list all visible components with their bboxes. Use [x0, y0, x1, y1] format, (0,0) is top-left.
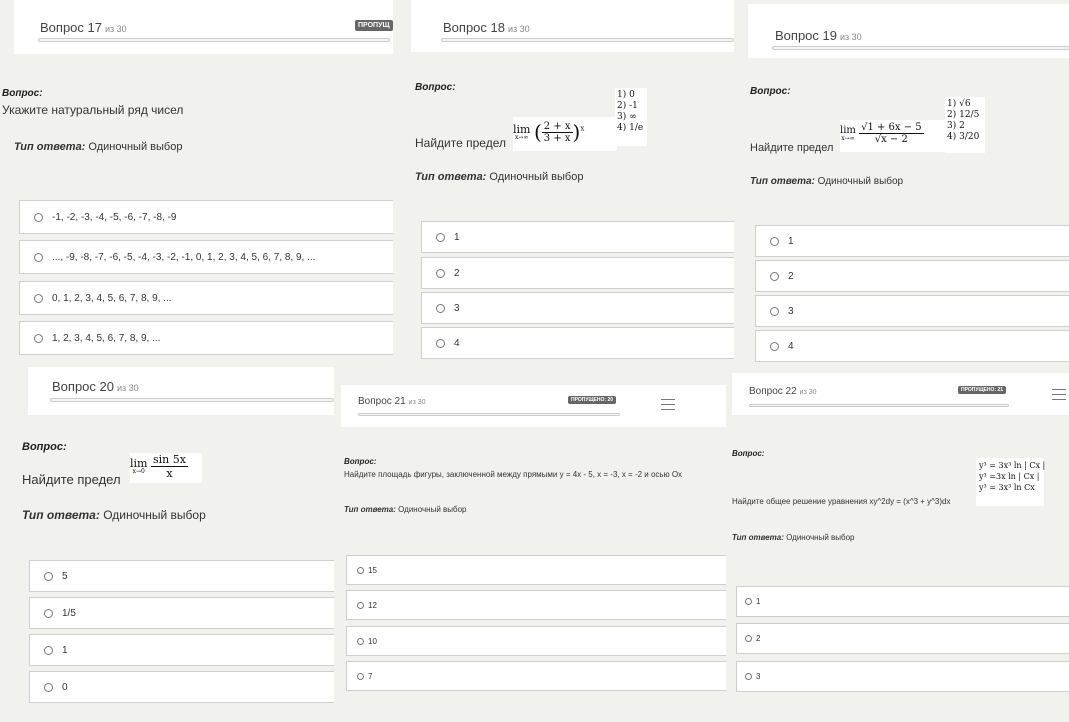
question-text: Найдите общее решение уравнения xy^2dy = (x^3 + y^3)dx: [732, 497, 951, 506]
question-label: Вопрос:: [344, 457, 377, 466]
radio-button[interactable]: [357, 638, 364, 645]
radio-button[interactable]: [770, 342, 779, 351]
radio-button[interactable]: [357, 673, 364, 680]
answer-type: Тип ответа: Одиночный выбор: [344, 505, 467, 514]
answer-option[interactable]: 5: [29, 560, 334, 592]
progress-bar: [50, 398, 334, 402]
question-number: Вопрос 19 из 30: [775, 28, 862, 43]
radio-button[interactable]: [770, 272, 779, 281]
answer-option[interactable]: 2: [421, 257, 734, 289]
answer-option[interactable]: 0: [29, 671, 334, 703]
question-number: Вопрос 22 из 30: [749, 386, 817, 397]
answer-option[interactable]: 3: [421, 292, 734, 324]
question-18-panel: [393, 0, 734, 367]
question-17-panel: [0, 0, 393, 367]
radio-button[interactable]: [34, 294, 43, 303]
question-header: [14, 0, 393, 54]
radio-button[interactable]: [436, 339, 445, 348]
answer-type: Тип ответа: Одиночный выбор: [14, 141, 183, 153]
radio-button[interactable]: [770, 237, 779, 246]
answer-option[interactable]: 2: [755, 260, 1069, 292]
answer-choices: 1) 0 2) -1 3) ∞ 4) 1/e: [617, 90, 644, 133]
progress-bar: [441, 38, 734, 42]
answer-type: Тип ответа: Одиночный выбор: [415, 171, 584, 183]
radio-button[interactable]: [357, 602, 364, 609]
question-text: Укажите натуральный ряд чисел: [2, 103, 184, 117]
limit-formula: lim x→∞ ( $\frac{2 + x}{3 + x}$ )$^x$: [513, 117, 617, 151]
answer-option[interactable]: 1/5: [29, 597, 334, 629]
question-number: Вопрос 21 из 30: [358, 396, 426, 407]
answer-type: Тип ответа: Одиночный выбор: [732, 533, 855, 542]
question-list-icon[interactable]: [1052, 387, 1066, 403]
answer-option[interactable]: 4: [421, 327, 734, 359]
radio-button[interactable]: [745, 635, 752, 642]
radio-button[interactable]: [34, 253, 43, 262]
answer-option[interactable]: 1: [29, 634, 334, 666]
radio-button[interactable]: [745, 598, 752, 605]
answer-option[interactable]: -1, -2, -3, -4, -5, -6, -7, -8, -9: [19, 200, 393, 234]
question-number: Вопрос 17 из 30: [40, 20, 127, 35]
answer-option[interactable]: 1, 2, 3, 4, 5, 6, 7, 8, 9, ...: [19, 321, 393, 355]
question-text: Найдите предел: [415, 136, 506, 150]
progress-bar: [358, 413, 620, 416]
question-header: [28, 367, 334, 415]
answer-option[interactable]: 1: [755, 225, 1069, 257]
progress-bar: [749, 404, 1009, 407]
skipped-badge: ПРОПУЩЕНО: 20: [568, 396, 616, 404]
answer-choices: y³ = 3x³ ln | Cx | y³ =3x ln | Cx | y³ = 3x³ ln Cx: [979, 461, 1046, 492]
radio-button[interactable]: [44, 646, 53, 655]
question-header: [732, 373, 1069, 415]
question-text: Найдите предел: [22, 472, 121, 487]
question-label: Вопрос:: [732, 449, 765, 458]
radio-button[interactable]: [34, 213, 43, 222]
skipped-badge: ПРОПУЩ: [355, 20, 393, 31]
limit-formula: lim x→∞ $\frac{√1 + 6x - 5}{√x - 2}$: [840, 120, 947, 152]
radio-button[interactable]: [436, 233, 445, 242]
answer-option[interactable]: 12: [346, 590, 726, 620]
question-number: Вопрос 18 из 30: [443, 20, 530, 35]
answer-option[interactable]: 10: [346, 626, 726, 656]
answer-type: Тип ответа: Одиночный выбор: [750, 176, 904, 187]
question-label: Вопрос:: [2, 88, 43, 99]
progress-bar: [772, 46, 1069, 50]
answer-option[interactable]: 7: [346, 661, 726, 691]
question-21-panel: [334, 367, 726, 722]
answer-option[interactable]: 1: [736, 586, 1069, 617]
question-20-panel: [0, 367, 334, 722]
radio-button[interactable]: [44, 683, 53, 692]
question-text: Найдите предел: [750, 142, 834, 154]
answer-option[interactable]: 15: [346, 555, 726, 585]
radio-button[interactable]: [436, 269, 445, 278]
answer-choices: 1) √6 2) 12/5 3) 2 4) 3/20: [947, 99, 980, 142]
answer-option[interactable]: ..., -9, -8, -7, -6, -5, -4, -3, -2, -1, 0, 1, 2, 3, 4, 5, 6, 7, 8, 9, ...: [19, 240, 393, 274]
question-number: Вопрос 20 из 30: [52, 379, 139, 394]
question-label: Вопрос:: [415, 82, 456, 93]
radio-button[interactable]: [770, 307, 779, 316]
answer-option[interactable]: 0, 1, 2, 3, 4, 5, 6, 7, 8, 9, ...: [19, 281, 393, 315]
radio-button[interactable]: [44, 609, 53, 618]
radio-button[interactable]: [357, 567, 364, 574]
question-list-icon[interactable]: [661, 397, 675, 413]
question-header: [411, 0, 734, 52]
radio-button[interactable]: [745, 673, 752, 680]
radio-button[interactable]: [436, 304, 445, 313]
limit-formula: lim x→0 $\frac{\sin 5x}{x}$: [130, 453, 202, 483]
skipped-badge: ПРОПУЩЕНО: 21: [958, 386, 1006, 394]
answer-option[interactable]: 1: [421, 221, 734, 253]
answer-option[interactable]: 3: [736, 661, 1069, 692]
progress-bar: [38, 38, 390, 42]
question-19-panel: [734, 0, 1069, 367]
question-header: [748, 4, 1069, 58]
question-header: [341, 385, 726, 427]
answer-option[interactable]: 3: [755, 295, 1069, 327]
question-22-panel: [726, 367, 1069, 722]
radio-button[interactable]: [34, 334, 43, 343]
answer-option[interactable]: 4: [755, 330, 1069, 362]
answer-option[interactable]: 2: [736, 623, 1069, 654]
radio-button[interactable]: [44, 572, 53, 581]
answer-type: Тип ответа: Одиночный выбор: [22, 508, 206, 522]
question-text: Найдите площадь фигуры, заключенной между прямыми y = 4x - 5, x = -3, x = -2 и осью Ох: [344, 470, 682, 479]
question-label: Вопрос:: [750, 86, 791, 97]
question-label: Вопрос:: [22, 441, 67, 453]
